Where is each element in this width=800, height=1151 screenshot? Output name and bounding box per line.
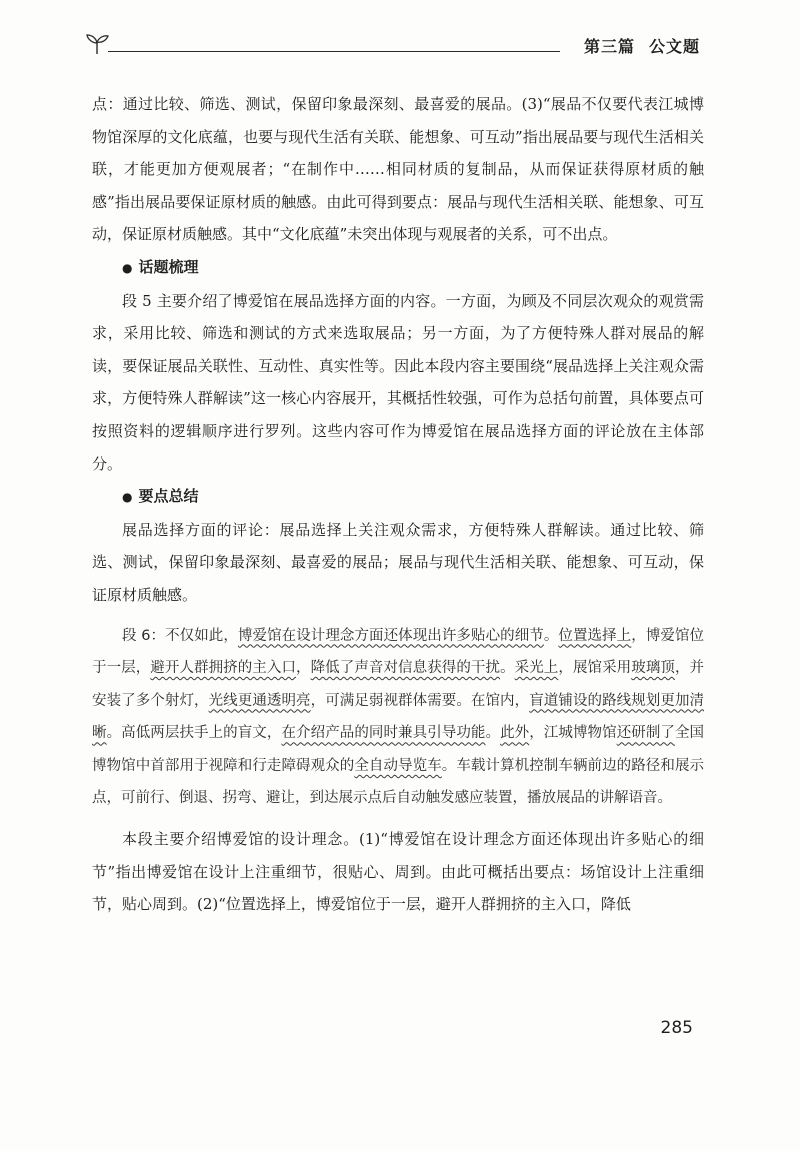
underlined-phrase: 采光上	[514, 660, 559, 677]
underlined-phrase: 在介绍产品的同时兼具引导功能	[281, 725, 486, 742]
paragraph-3: 展品选择方面的评论：展品选择上关注观众需求，方便特殊人群解读。通过比较、筛选、测试，保留印象最深刻、最喜爱的展品；展品与现代生活相关联、能想象、可互动，保证原材质触感。	[92, 520, 704, 604]
underlined-phrase: 避开人群拥挤的主入口	[150, 660, 297, 677]
text-segment: ，并安装了多个射灯，	[92, 660, 705, 709]
underlined-phrase: 盲道铺设的路线规划更加清晰	[92, 692, 705, 742]
underlined-phrase: 玻璃顶	[631, 660, 675, 677]
underlined-phrase: 位置选择上	[558, 627, 632, 644]
text-segment: 全国博物馆中首部用于视障和行走障碍观众的	[92, 725, 705, 774]
page-number: 285	[660, 1018, 693, 1038]
text-segment: 。	[543, 627, 559, 644]
text-segment: ，江城博物馆	[529, 725, 617, 742]
text-segment: 。	[485, 725, 501, 742]
text-segment: 。车载计算机控制车辆前边的路径和展示点，可前行、倒退、拐弯、避让，到达展示点后自动触发感应装置，播放展品的讲解语音。	[92, 757, 705, 807]
paragraph-4: 本段主要介绍博爱馆的设计理念。(1)“博爱馆在设计理念方面还体现出许多贴心的细节”指出博爱馆在设计上注重细节，很贴心、周到。由此可概括出要点：场馆设计上注重细节，贴心周到。(2)“位置选择上，博爱馆位于一层，避开人群拥挤的主入口，降低	[92, 830, 704, 914]
header-part: 第三篇	[583, 37, 635, 56]
page-header	[84, 30, 700, 60]
underlined-phrase: 全自动导览车	[354, 757, 442, 774]
paragraph-1: 点：通过比较、筛选、测试，保留印象最深刻、最喜爱的展品。(3)“展品不仅要代表江城博物馆深厚的文化底蕴，也要与现代生活有关联、能想象、可互动”指出展品要与现代生活相关联，才能更加方便观展者；“在制作中……相同材质的复制品，从而保证获得原材质的触感”指出展品要保证原材质的触感。由此可得到要点：展品与现代生活相关联、能想象、可互动，保证原材质触感。其中“文化底蕴”未突出体现与观展者的关系，可不出点。	[92, 95, 704, 244]
text-segment: 。高低两层扶手上的盲文，	[106, 725, 282, 742]
material-paragraph-6	[92, 620, 704, 816]
underlined-phrase: 降低了声音对信息获得的干扰	[310, 660, 501, 677]
bullet-icon: ●	[122, 490, 133, 505]
header-chapter	[584, 34, 700, 57]
underlined-phrase: 光线更通透明亮	[208, 692, 311, 709]
header-rule	[108, 51, 560, 52]
sprout-icon	[84, 30, 110, 56]
underlined-phrase: 还研制了	[616, 725, 675, 742]
text-segment: 段 6：不仅如此，	[122, 627, 238, 644]
text-segment: ，	[296, 660, 311, 677]
bullet-icon: ●	[122, 260, 133, 275]
underlined-phrase: 此外	[500, 725, 530, 742]
underlined-phrase: 博爱馆在设计理念方面还体现出许多贴心的细节	[237, 627, 544, 644]
paragraph-2: 段 5 主要介绍了博爱馆在展品选择方面的内容。一方面，为顾及不同层次观众的观赏需求，采用比较、筛选和测试的方式来选取展品；另一方面，为了方便特殊人群对展品的解读，要保证展品关联性、互动性、真实性等。因此本段内容主要围绕“展品选择上关注观众需求，方便特殊人群解读”这一核心内容展开，其概括性较强，可作为总括句前置，具体要点可按照资料的逻辑顺序进行罗列。这些内容可作为博爱馆在展品选择方面的评论放在主体部分。	[92, 291, 704, 473]
text-segment: ，可满足弱视群体需要。在馆内，	[310, 692, 530, 709]
section-heading-summary: ● 要点总结	[122, 487, 199, 506]
text-segment: ，展馆采用	[558, 660, 632, 677]
text-segment: 。	[500, 660, 515, 677]
page-body	[92, 88, 704, 921]
text-segment: ，博爱馆位于一层，	[92, 627, 705, 677]
header-title: 公文题	[648, 37, 700, 56]
section-heading-topic: ● 话题梳理	[122, 257, 199, 276]
